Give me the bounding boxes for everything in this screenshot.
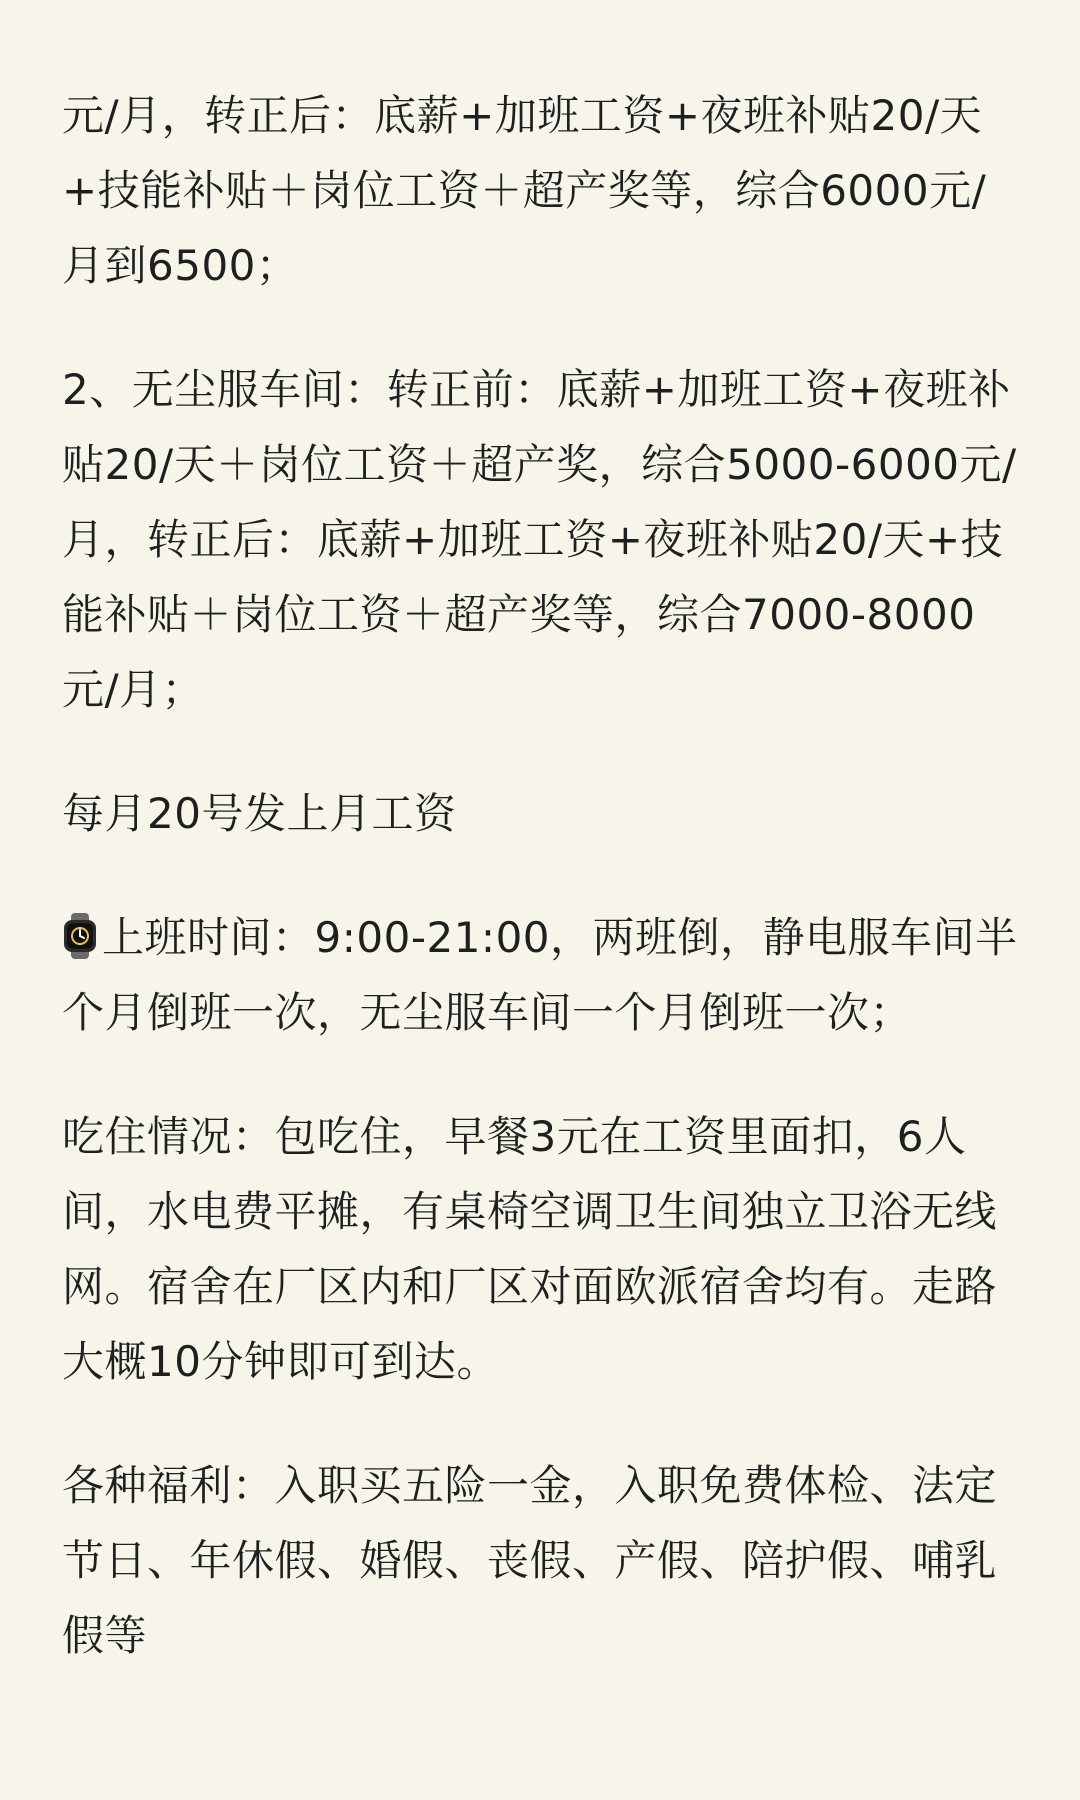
paragraph-payday: 每月20号发上月工资 [62, 789, 457, 838]
paragraph-working-hours [62, 900, 1020, 1050]
watch-icon [62, 912, 98, 960]
working-hours-text: 上班时间：9:00-21:00，两班倒，静电服车间半个月倒班一次，无尘服车间一个月倒班一次； [62, 913, 1018, 1037]
paragraph-salary-cleanroom: 2、无尘服车间：转正前：底薪+加班工资+夜班补贴20/天＋岗位工资＋超产奖，综合5000-6000元/月，转正后：底薪+加班工资+夜班补贴20/天+技能补贴＋岗位工资＋超产奖等，综合7000-8000元/月； [62, 365, 1017, 714]
paragraph-accommodation: 吃住情况：包吃住，早餐3元在工资里面扣，6人间，水电费平摊，有桌椅空调卫生间独立卫浴无线网。宿舍在厂区内和厂区对面欧派宿舍均有。走路大概10分钟即可到达。 [62, 1112, 998, 1386]
paragraph-salary-static: 元/月，转正后：底薪+加班工资+夜班补贴20/天+技能补贴＋岗位工资＋超产奖等，综合6000元/月到6500； [62, 91, 987, 290]
paragraph-benefits: 各种福利：入职买五险一金，入职免费体检、法定节日、年休假、婚假、丧假、产假、陪护假、哺乳假等 [62, 1461, 998, 1660]
